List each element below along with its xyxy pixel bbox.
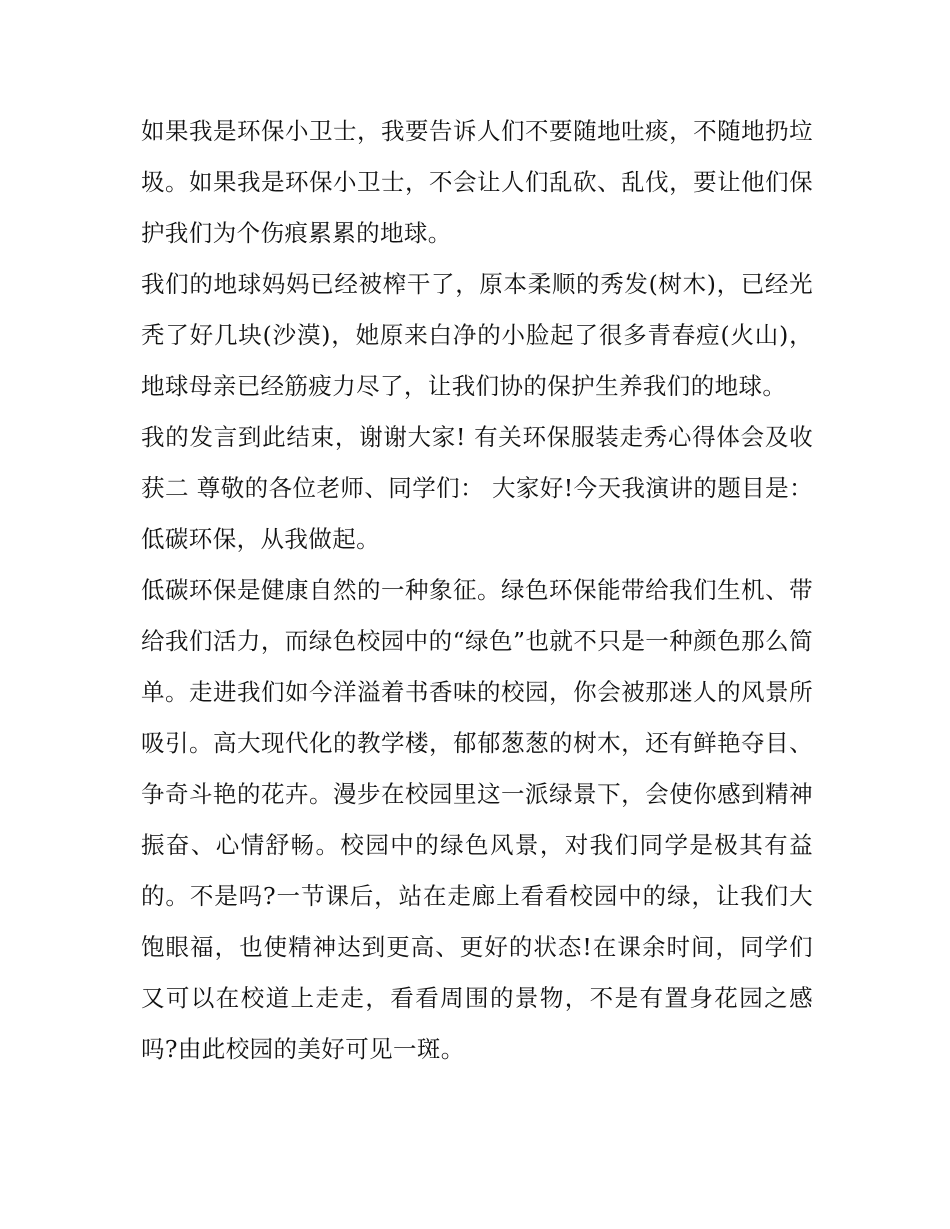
paragraph-speech-ending: 我的发言到此结束，谢谢大家! 有关环保服装走秀心得体会及收获二 尊敬的各位老师、同学们： 大家好!今天我演讲的题目是：低碳环保，从我做起。 [141,423,813,553]
paragraph-mother-earth: 我们的地球妈妈已经被榨干了，原本柔顺的秀发(树木)，已经光秃了好几块(沙漠)，她原来白净的小脸起了很多青春痘(火山)，地球母亲已经筋疲力尽了，让我们协的保护生养我们的地球。 [141,270,813,400]
paragraph-environment-guardian: 如果我是环保小卫士，我要告诉人们不要随地吐痰，不随地扔垃圾。如果我是环保小卫士，不会让人们乱砍、乱伐，要让他们保护我们为个伤痕累累的地球。 [141,117,813,247]
paragraph-green-campus: 低碳环保是健康自然的一种象征。绿色环保能带给我们生机、带给我们活力，而绿色校园中的“绿色”也就不只是一种颜色那么简单。走进我们如今洋溢着书香味的校园，你会被那迷人的风景所吸引。高大现代化的教学楼，郁郁葱葱的树木，还有鲜艳夺目、争奇斗艳的花卉。漫步在校园里这一派绿景下，会使你感到精神振奋、心情舒畅。校园中的绿色风景，对我们同学是极其有益的。不是吗?一节课后，站在走廊上看看校园中的绿，让我们大饱眼福，也使精神达到更高、更好的状态!在课余时间，同学们又可以在校道上走走，看看周围的景物，不是有置身花园之感吗?由此校园的美好可见一斑。 [141,576,813,1063]
document-body [141,106,813,1075]
